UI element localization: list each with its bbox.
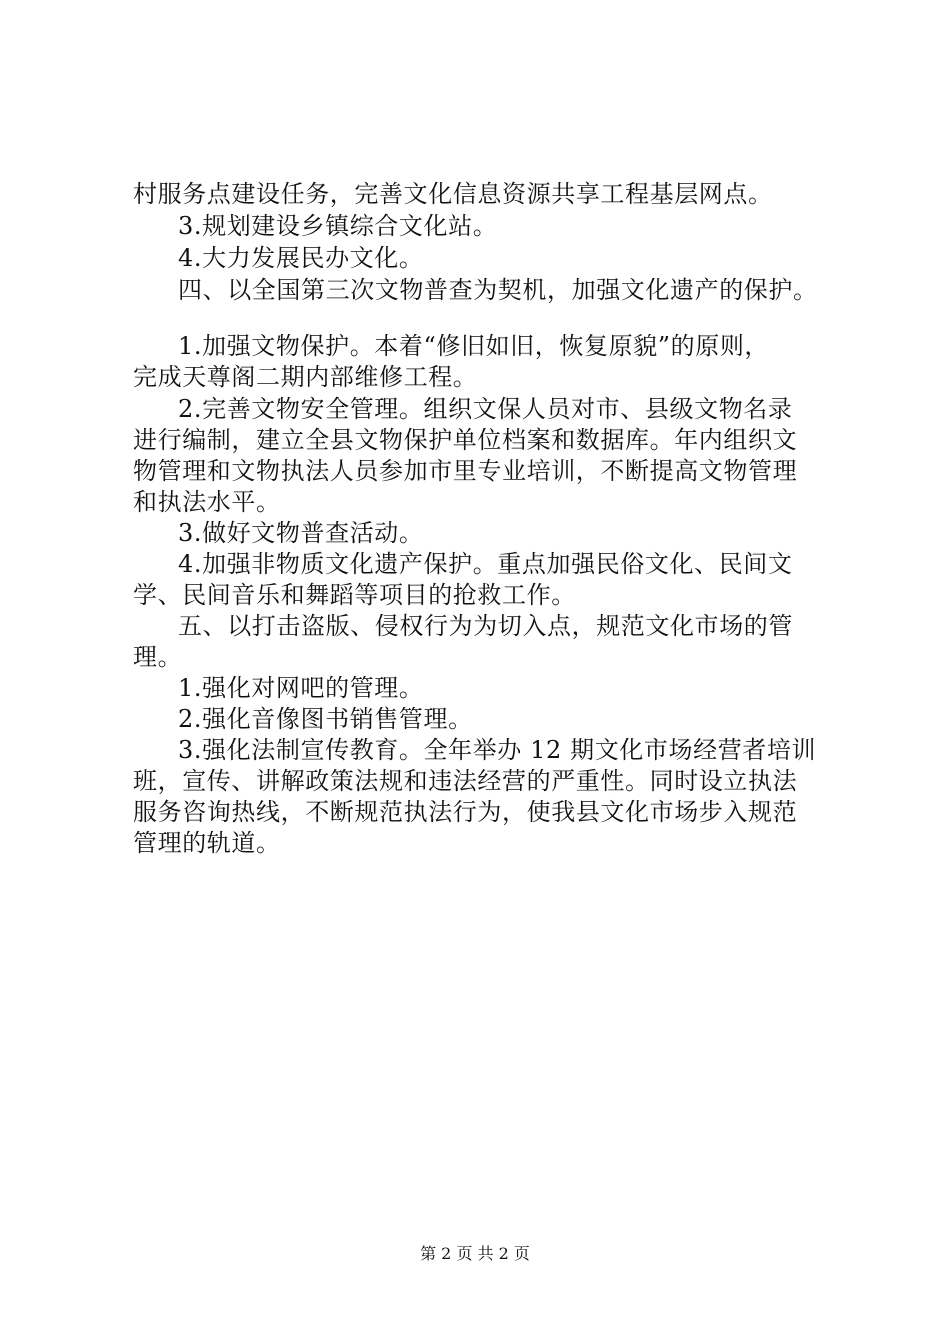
body-line: 完成天尊阁二期内部维修工程。 xyxy=(133,363,478,391)
body-line: 4.大力发展民办文化。 xyxy=(178,244,424,272)
section-heading: 四、以全国第三次文物普查为契机，加强文化遗产的保护。 xyxy=(178,276,818,304)
section-heading: 五、以打击盗版、侵权行为为切入点，规范文化市场的管 xyxy=(178,612,793,640)
body-line: 服务咨询热线，不断规范执法行为，使我县文化市场步入规范 xyxy=(133,798,798,826)
body-line: 3.强化法制宣传教育。全年举办 12 期文化市场经营者培训 xyxy=(178,736,817,764)
body-line: 1.强化对网吧的管理。 xyxy=(178,674,424,702)
body-line: 3.做好文物普查活动。 xyxy=(178,519,424,547)
body-line: 和执法水平。 xyxy=(133,488,281,516)
body-line: 村服务点建设任务，完善文化信息资源共享工程基层网点。 xyxy=(133,180,773,208)
body-line: 4.加强非物质文化遗产保护。重点加强民俗文化、民间文 xyxy=(178,550,793,578)
body-line: 2.强化音像图书销售管理。 xyxy=(178,705,473,733)
page-footer: 第 2 页 共 2 页 xyxy=(420,1244,530,1263)
body-line: 班，宣传、讲解政策法规和违法经营的严重性。同时设立执法 xyxy=(133,767,798,795)
body-line: 1.加强文物保护。本着“修旧如旧，恢复原貌”的原则， xyxy=(178,332,770,360)
body-line: 3.规划建设乡镇综合文化站。 xyxy=(178,212,498,240)
body-line: 2.完善文物安全管理。组织文保人员对市、县级文物名录 xyxy=(178,395,793,423)
body-line: 管理的轨道。 xyxy=(133,829,281,857)
body-line: 理。 xyxy=(133,643,183,671)
body-line: 物管理和文物执法人员参加市里专业培训，不断提高文物管理 xyxy=(133,457,798,485)
body-line: 学、民间音乐和舞蹈等项目的抢救工作。 xyxy=(133,581,576,609)
body-line: 进行编制，建立全县文物保护单位档案和数据库。年内组织文 xyxy=(133,426,798,454)
